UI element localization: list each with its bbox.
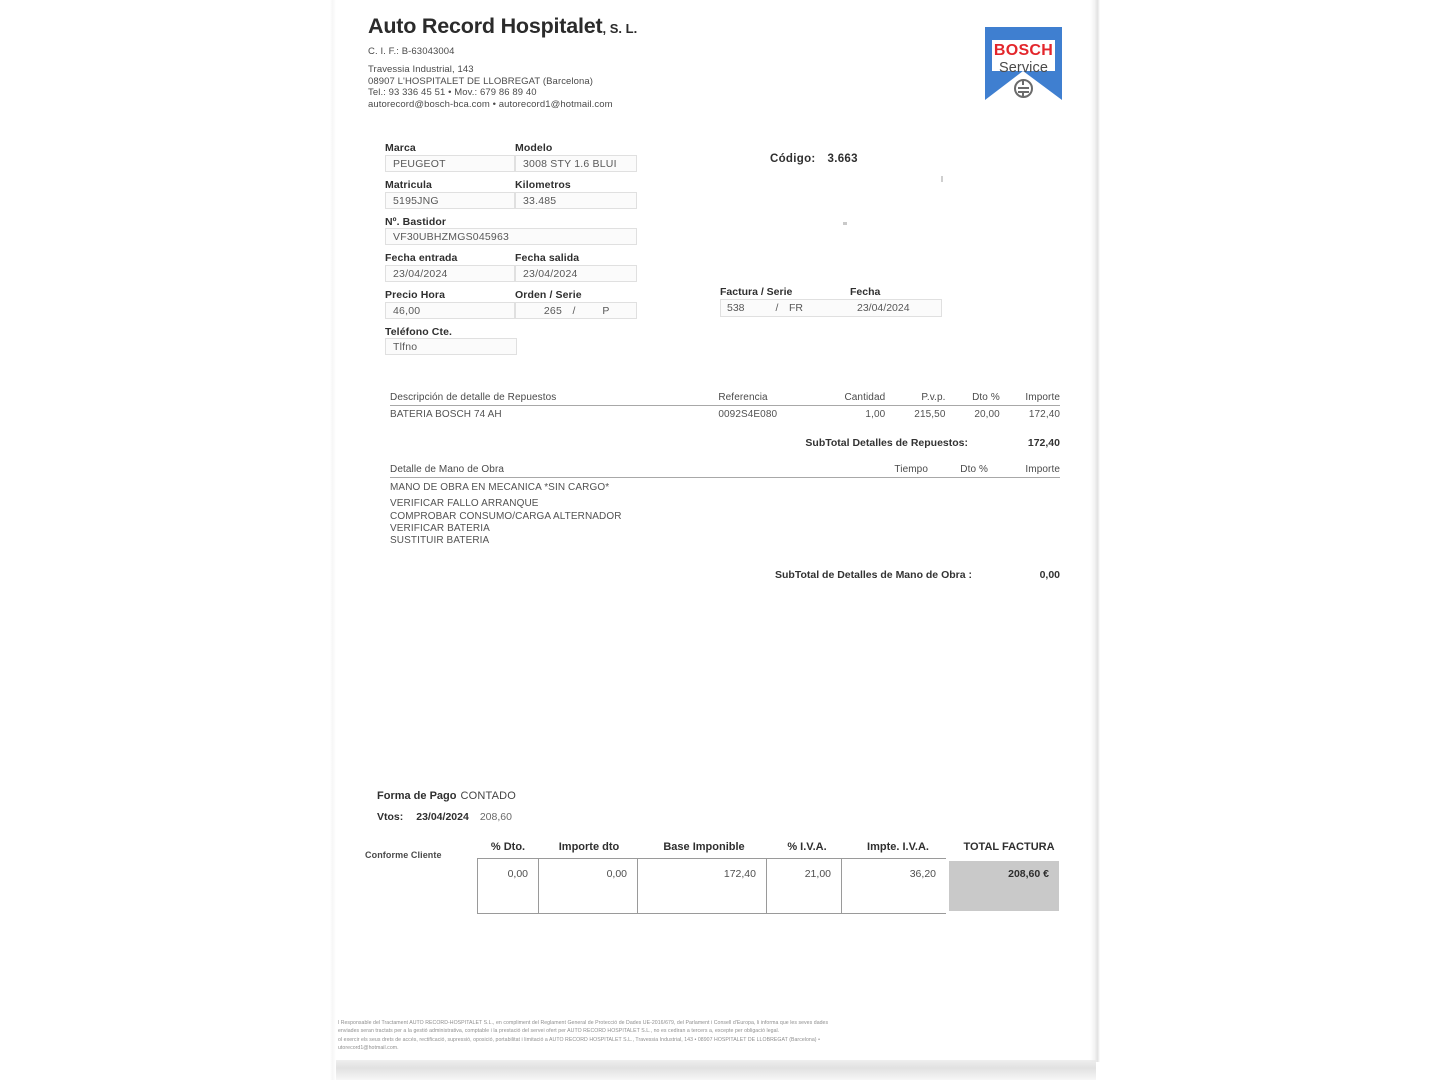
part-importe: 172,40 — [1028, 409, 1061, 420]
fecha-entrada-label: Fecha entrada — [385, 252, 458, 264]
precio-orden-labels — [385, 289, 637, 301]
telefono-label: Teléfono Cte. — [385, 326, 453, 338]
codigo-block — [770, 153, 858, 165]
vtos-row — [377, 811, 516, 823]
parts-header-cantidad: Cantidad — [844, 392, 886, 403]
labour-title-line: MANO DE OBRA EN MECANICA *SIN CARGO* — [390, 482, 610, 493]
totals-header-iva-pct: % I.V.A. — [787, 841, 827, 853]
vehicle-details — [385, 142, 637, 355]
page-left-edge — [330, 0, 336, 1080]
footer-line: l Responsable del Tractament AUTO RECORD-HOSPITALET S.L., en compliment del Reglament General de Protecció de Dades UE-2016/679, del Parlament i Consell d'Europa, li informa que les seves dades — [338, 1020, 829, 1026]
factura-serie[interactable]: FR — [789, 302, 803, 314]
totals-value-importe-dto: 0,00 — [538, 858, 638, 914]
totals-header-importe-iva: Impte. I.V.A. — [867, 841, 929, 853]
factura-fecha[interactable]: 23/04/2024 — [857, 302, 910, 314]
labour-subtotal-row — [390, 569, 1060, 581]
labour-header-tiempo: Tiempo — [894, 464, 928, 475]
company-name-suffix: S. L. — [609, 21, 638, 36]
logo-top-band — [985, 27, 1062, 40]
company-name: Auto Record Hospitalet, S. L. — [368, 14, 638, 38]
parts-header-pvp: P.v.p. — [921, 392, 946, 403]
kilometros-value[interactable]: 33.485 — [515, 192, 637, 209]
totals-value-total: 208,60 € — [946, 858, 1062, 914]
labour-table — [390, 464, 1060, 581]
page-right-edge-shadow — [1090, 0, 1100, 1062]
precio-hora-label: Precio Hora — [385, 289, 446, 301]
list-item: SUSTITUIR BATERIA — [390, 535, 490, 547]
modelo-label: Modelo — [515, 142, 553, 154]
scan-speck — [843, 222, 847, 225]
company-address-block — [368, 64, 928, 110]
parts-table-header — [390, 392, 1060, 403]
parts-header-rule — [390, 405, 1060, 406]
serie-value[interactable]: P — [602, 305, 610, 317]
labour-subtotal-value: 0,00 — [1039, 569, 1060, 582]
parts-subtotal-value: 172,40 — [1027, 437, 1060, 449]
footer-line: enviades seran tractats per a la gestió administrativa, comptable i la prestació del servei ofert per AUTO RECORD HOSPITALET S.L., no es cediran a tercers a, excepte per obligació legal. — [338, 1028, 780, 1035]
totals-header-dto-pct: % Dto. — [490, 841, 526, 853]
factura-numero[interactable]: 538 — [727, 302, 745, 314]
labour-header-dto: Dto % — [960, 464, 988, 475]
parts-table — [390, 392, 1060, 449]
forma-de-pago — [377, 790, 516, 802]
labour-header-importe: Importe — [1025, 464, 1060, 475]
bosch-service-logo — [985, 27, 1062, 100]
footer-line: utorecord1@hotmail.com. — [338, 1044, 399, 1051]
marca-modelo-labels — [385, 142, 637, 154]
labour-subtotal-label: SubTotal de Detalles de Mano de Obra : — [774, 569, 972, 582]
part-descripcion: BATERIA BOSCH 74 AH — [390, 409, 502, 420]
precio-orden-values — [385, 302, 637, 319]
company-street: Travessia Industrial, 143 — [368, 64, 474, 75]
totals-table-header — [477, 841, 1067, 853]
codigo-label: Código: — [770, 153, 816, 165]
scan-speck — [941, 176, 943, 182]
company-email: autorecord@bosch-bca.com • autorecord1@hotmail.com — [368, 98, 613, 110]
marca-label: Marca — [385, 142, 416, 154]
bosch-wordmark: BOSCH — [993, 42, 1054, 59]
totals-header-importe-dto: Importe dto — [558, 841, 620, 853]
table-row — [390, 409, 1060, 420]
fechas-values — [385, 265, 637, 282]
codigo-value: 3.663 — [827, 153, 858, 165]
labour-header-descripcion: Detalle de Mano de Obra — [390, 464, 505, 475]
company-phone: Tel.: 93 336 45 51 • Mov.: 679 86 89 40 — [368, 87, 537, 99]
parts-header-referencia: Referencia — [718, 392, 768, 403]
marca-modelo-values — [385, 155, 637, 172]
part-cantidad: 1,00 — [865, 409, 886, 420]
labour-table-header — [390, 464, 1060, 475]
bastidor-label: Nº. Bastidor — [385, 216, 447, 228]
vtos-date: 23/04/2024 — [416, 811, 469, 823]
totals-header-base-imponible: Base Imponible — [663, 841, 745, 853]
fecha-salida-label: Fecha salida — [515, 252, 580, 264]
marca-value[interactable]: PEUGEOT — [385, 155, 515, 172]
parts-header-dto: Dto % — [972, 392, 1000, 403]
factura-separator: / — [775, 302, 779, 314]
conforme-cliente-label: Conforme Cliente — [365, 850, 442, 860]
totals-value-iva-pct: 21,00 — [766, 858, 842, 914]
fecha-salida-value[interactable]: 23/04/2024 — [515, 265, 637, 282]
vtos-amount: 208,60 — [479, 811, 512, 823]
matricula-km-values — [385, 192, 637, 209]
bosch-armature-icon — [1014, 79, 1033, 98]
matricula-km-labels — [385, 179, 637, 191]
parts-header-importe: Importe — [1025, 392, 1061, 403]
kilometros-label: Kilometros — [515, 179, 571, 191]
parts-subtotal-label: SubTotal Detalles de Repuestos: — [805, 437, 968, 449]
totals-value-dto-pct: 0,00 — [477, 858, 539, 914]
bastidor-value[interactable]: VF30UBHZMGS045963 — [385, 228, 637, 245]
part-dto: 20,00 — [974, 409, 1000, 420]
list-item: VERIFICAR FALLO ARRANQUE — [390, 498, 539, 510]
factura-labels — [720, 286, 942, 298]
vtos-label: Vtos: — [377, 811, 404, 823]
legal-footer — [338, 1019, 1090, 1052]
company-cif: C. I. F.: B-63043004 — [368, 46, 455, 57]
factura-fecha-label: Fecha — [850, 286, 881, 298]
forma-de-pago-value: CONTADO — [460, 790, 517, 802]
footer-line: ol exercir els seus drets de accés, rectificació, supressió, oposició, portabilitat i limitació a AUTO RECORD HOSPITALET S.L., Travessia Industrial, 143 • 08907 HOSPITALET DE LLOBREGAT (Barcelona) • — [338, 1036, 820, 1043]
list-item: COMPROBAR CONSUMO/CARGA ALTERNADOR — [390, 510, 622, 522]
payment-block — [377, 790, 516, 823]
totals-header-total: TOTAL FACTURA — [963, 841, 1055, 853]
totals-table — [477, 841, 1067, 914]
page-bottom-shadow — [336, 1060, 1096, 1080]
totals-values-row — [477, 858, 1067, 914]
parts-header-descripcion: Descripción de detalle de Repuestos — [390, 392, 557, 403]
company-city: 08907 L'HOSPITALET DE LLOBREGAT (Barcelona) — [368, 75, 594, 87]
totals-value-base-imponible: 172,40 — [637, 858, 767, 914]
company-header — [368, 14, 928, 110]
labour-header-rule — [390, 477, 1060, 478]
forma-de-pago-label: Forma de Pago — [377, 790, 457, 802]
list-item: VERIFICAR BATERIA — [390, 522, 490, 534]
parts-subtotal-row — [390, 437, 1060, 449]
fechas-labels — [385, 252, 637, 264]
factura-values — [720, 299, 942, 317]
modelo-value[interactable]: 3008 STY 1.6 BLUI — [515, 155, 637, 172]
totals-value-importe-iva: 36,20 — [841, 858, 947, 914]
orden-serie-value-group — [515, 302, 637, 319]
part-referencia: 0092S4E080 — [718, 409, 778, 420]
fecha-entrada-value[interactable]: 23/04/2024 — [385, 265, 515, 282]
factura-serie-label: Factura / Serie — [720, 286, 793, 298]
precio-hora-value[interactable]: 46,00 — [385, 302, 515, 319]
matricula-label: Matricula — [385, 179, 432, 191]
telefono-value[interactable]: Tlfno — [385, 338, 517, 355]
matricula-value[interactable]: 5195JNG — [385, 192, 515, 209]
orden-value[interactable]: 265 — [543, 305, 562, 317]
orden-separator: / — [572, 305, 576, 317]
factura-block — [720, 286, 942, 317]
company-name-text: Auto Record Hospitalet — [368, 14, 603, 38]
orden-serie-label: Orden / Serie — [515, 289, 582, 301]
part-pvp: 215,50 — [914, 409, 946, 420]
bosch-service-text: Service — [998, 60, 1049, 76]
labour-lines — [390, 498, 1060, 547]
